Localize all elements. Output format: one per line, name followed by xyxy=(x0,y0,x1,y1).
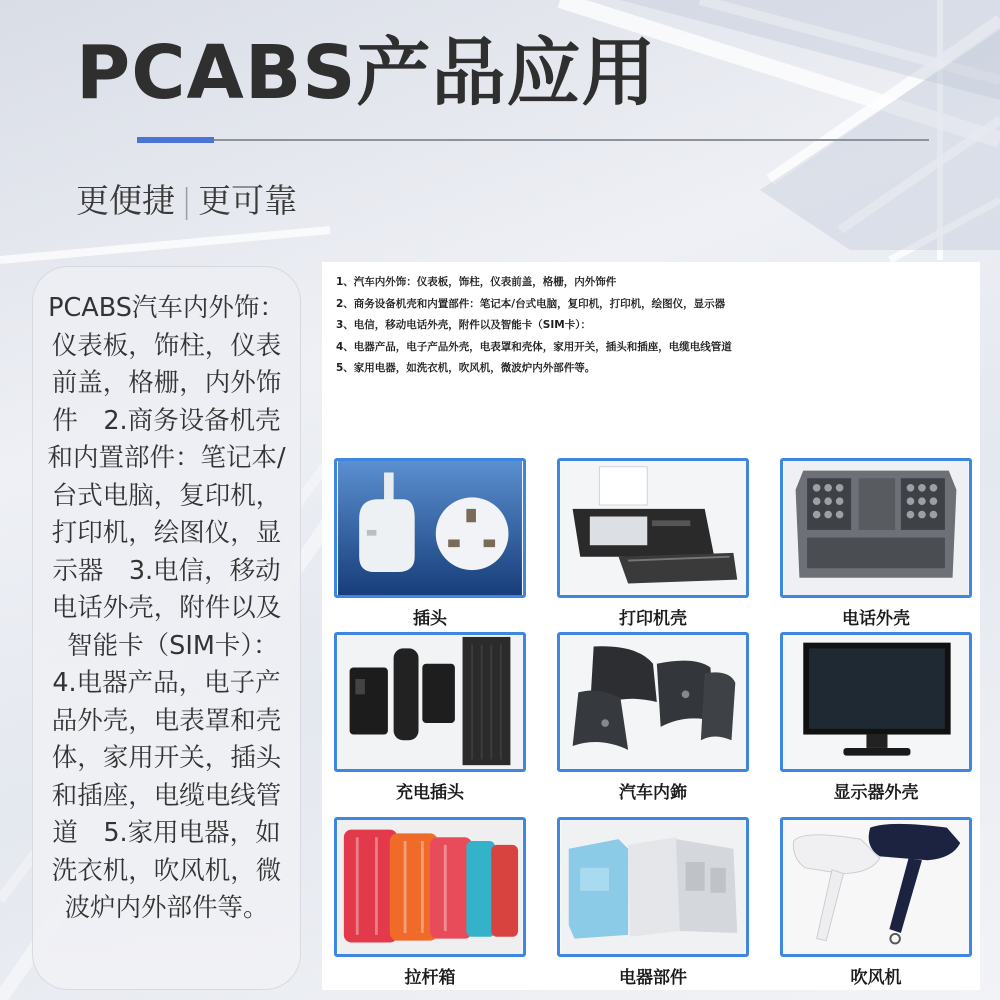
car-trim-image xyxy=(557,632,749,772)
monitor-image xyxy=(780,632,972,772)
product-card-car-trim xyxy=(557,632,749,803)
appliance-part-image xyxy=(557,817,749,957)
product-card-charger xyxy=(334,632,526,803)
product-label: 显示器外壳 xyxy=(833,783,919,803)
product-label: 充电插头 xyxy=(396,783,464,803)
charger-image xyxy=(334,632,526,772)
note-item: 1、汽车内外饰：仪表板，饰柱，仪表前盖，格栅，内外饰件 xyxy=(336,276,617,288)
title-divider xyxy=(137,139,929,141)
printer-image xyxy=(557,458,749,598)
subtitle-left: 更便捷 xyxy=(76,181,175,220)
product-label: 吹风机 xyxy=(850,968,902,988)
product-card-appliance-part xyxy=(557,817,749,988)
product-label: 汽车内鉓 xyxy=(619,783,687,803)
subtitle xyxy=(76,175,297,222)
subtitle-separator: | xyxy=(181,181,193,220)
product-label: 打印机壳 xyxy=(619,609,687,629)
divider-accent xyxy=(137,137,214,143)
product-label: 电话外壳 xyxy=(842,609,910,629)
product-card-luggage xyxy=(334,817,526,988)
product-panel xyxy=(322,262,980,990)
product-card-monitor xyxy=(780,632,972,803)
subtitle-right: 更可靠 xyxy=(198,181,298,220)
note-item: 4、电器产品，电子产品外壳，电表罩和壳体，家用开关，插头和插座，电缆电线管道 xyxy=(336,340,732,353)
hair-dryer-image xyxy=(780,817,972,957)
note-item: 3、电信，移动电话外壳，附件以及智能卡（SIM卡）： xyxy=(336,319,591,331)
plug-image xyxy=(334,458,526,598)
application-description-text: PCABS汽车内外饰：仪表板，饰柱，仪表前盖，格栅，内外饰件 2.商务设备机壳和内置部件：笔记本/台式电脑，复印机，打印机，绘图仪，显示器 3.电信，移动电话外壳，附件以及智能卡（SIM卡）： 4.电器产品，电子产品外壳，电表罩和壳体，家用开关，插头和插座，电缆电线管道 5.家用电器，如洗衣机，吹风机，微波炉内外部件等。 xyxy=(47,293,292,923)
phone-housing-image xyxy=(780,458,972,598)
note-item: 5、家用电器，如洗衣机，吹风机，微波炉内外部件等。 xyxy=(336,362,596,374)
product-label: 插头 xyxy=(413,609,447,629)
application-description-box xyxy=(32,266,301,990)
product-label: 拉杆箱 xyxy=(404,968,456,988)
product-label: 电器部件 xyxy=(619,968,687,988)
note-item: 2、商务设备机壳和内置部件：笔记本/台式电脑，复印机，打印机，绘图仪，显示器 xyxy=(336,297,726,310)
product-card-hair-dryer xyxy=(780,817,972,988)
page-title: PCABS产品应用 xyxy=(76,30,657,116)
product-card-printer xyxy=(557,458,749,629)
luggage-image xyxy=(334,817,526,957)
application-notes xyxy=(336,272,732,380)
product-card-phone-housing xyxy=(780,458,972,629)
product-card-plug xyxy=(334,458,526,629)
